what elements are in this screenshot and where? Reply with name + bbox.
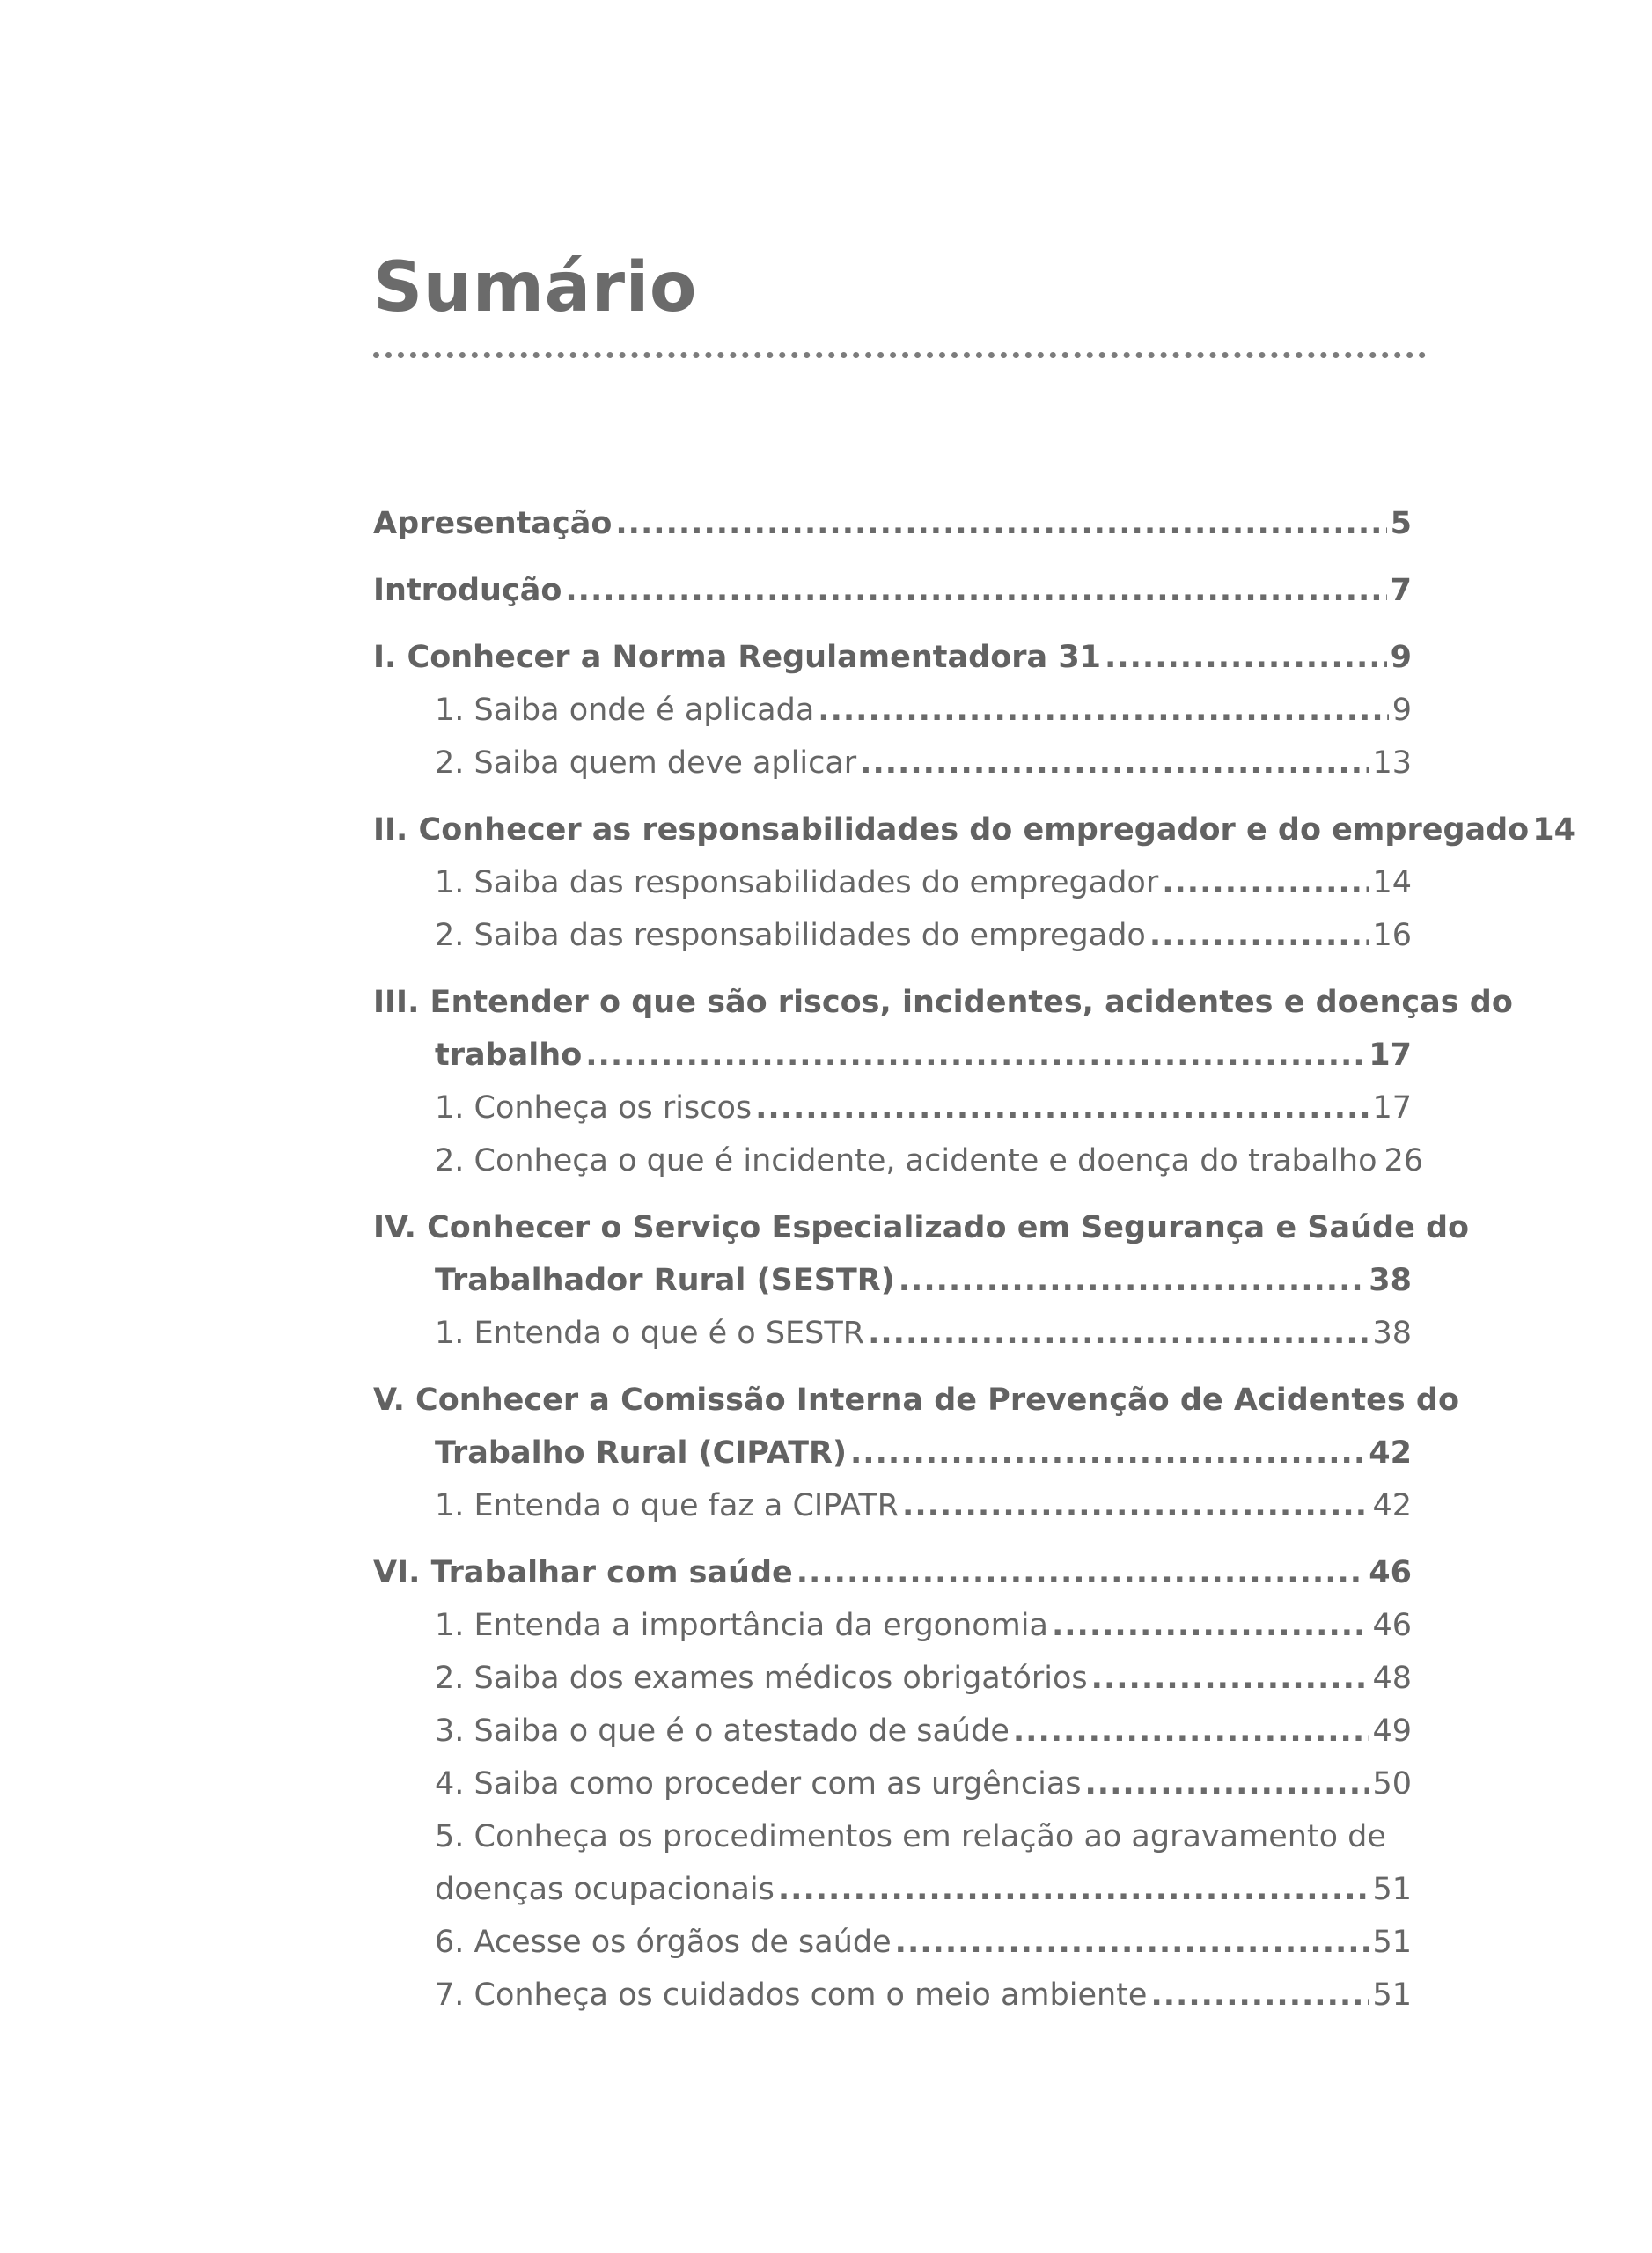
toc-entry-title: 2. Saiba quem deve aplicar	[435, 745, 857, 781]
toc-dot-leader	[899, 1254, 1366, 1307]
toc-subentry-2-2[interactable]	[373, 909, 1412, 962]
toc-entry-title: 3. Saiba o que é o atestado de saúde	[435, 1714, 1010, 1749]
toc-page-number: 9	[1390, 640, 1412, 675]
toc-page-number: 38	[1372, 1316, 1412, 1351]
toc-subentry-6-7[interactable]	[373, 1969, 1412, 2022]
toc-page-number: 16	[1372, 918, 1412, 953]
toc-entry-section-3-line1[interactable]	[373, 976, 1513, 1029]
toc-dot-leader	[1091, 1652, 1369, 1705]
toc-dot-leader	[868, 1307, 1369, 1360]
toc-entry-title: II. Conhecer as responsabilidades do empregador e do empregado	[373, 812, 1530, 848]
toc-dot-leader	[615, 497, 1386, 550]
toc-page-number: 49	[1372, 1714, 1412, 1749]
toc-subentry-6-2[interactable]	[373, 1652, 1412, 1705]
table-of-contents	[373, 497, 1575, 2022]
toc-page-number: 50	[1372, 1766, 1412, 1802]
toc-dot-leader	[818, 684, 1388, 737]
toc-entry-title: 4. Saiba como proceder com as urgências	[435, 1766, 1082, 1802]
toc-page-number: 48	[1372, 1661, 1412, 1696]
toc-subentry-6-6[interactable]	[373, 1916, 1412, 1969]
toc-entry-title-continued: Trabalhador Rural (SESTR)	[435, 1263, 895, 1298]
toc-dot-leader	[585, 1029, 1365, 1082]
toc-dot-leader	[1149, 909, 1369, 962]
toc-page-number: 51	[1372, 1872, 1412, 1907]
toc-dot-leader	[850, 1427, 1365, 1479]
toc-subentry-3-1[interactable]	[373, 1082, 1412, 1134]
toc-entry-apresentacao[interactable]	[373, 497, 1412, 550]
toc-dot-leader	[1105, 631, 1387, 684]
toc-dot-leader	[902, 1479, 1369, 1532]
toc-subentry-5-1[interactable]	[373, 1479, 1412, 1532]
toc-entry-title: 2. Saiba das responsabilidades do empregado	[435, 918, 1146, 953]
toc-subentry-2-1[interactable]	[373, 856, 1412, 909]
toc-page-number: 26	[1384, 1143, 1424, 1178]
toc-entry-title: 1. Entenda a importância da ergonomia	[435, 1608, 1048, 1643]
toc-entry-title: Apresentação	[373, 506, 613, 541]
toc-subentry-1-1[interactable]	[373, 684, 1412, 737]
toc-entry-title: 5. Conheça os procedimentos em relação ao agravamento de	[435, 1819, 1386, 1854]
toc-entry-section-5-line1[interactable]	[373, 1374, 1459, 1427]
toc-page-number: 46	[1372, 1608, 1412, 1643]
toc-page-number: 17	[1372, 1090, 1412, 1126]
toc-entry-title: III. Entender o que são riscos, incidentes, acidentes e doenças do	[373, 985, 1513, 1020]
toc-entry-title: 1. Saiba das responsabilidades do empregador	[435, 865, 1159, 900]
toc-dot-leader	[565, 564, 1386, 617]
toc-page-number: 14	[1532, 812, 1575, 848]
toc-entry-title: 1. Entenda o que é o SESTR	[435, 1316, 865, 1351]
toc-page-number: 51	[1372, 1925, 1412, 1960]
toc-page-number: 7	[1390, 573, 1412, 608]
toc-dot-leader	[1162, 856, 1369, 909]
toc-entry-title: 1. Entenda o que faz a CIPATR	[435, 1488, 899, 1523]
toc-subentry-6-3[interactable]	[373, 1705, 1412, 1758]
page-title: Sumário	[373, 248, 697, 327]
toc-subentry-6-1[interactable]	[373, 1599, 1412, 1652]
toc-page-number: 5	[1390, 506, 1412, 541]
toc-page-number: 46	[1369, 1555, 1412, 1590]
toc-subentry-4-1[interactable]	[373, 1307, 1412, 1360]
toc-entry-section-1[interactable]	[373, 631, 1412, 684]
toc-entry-title: I. Conhecer a Norma Regulamentadora 31	[373, 640, 1102, 675]
toc-subentry-6-5-line2[interactable]	[373, 1863, 1412, 1916]
toc-dot-leader	[1052, 1599, 1369, 1652]
toc-page-number: 9	[1391, 693, 1412, 728]
toc-subentry-6-5-line1[interactable]	[373, 1810, 1412, 1863]
toc-entry-title: 1. Saiba onde é aplicada	[435, 693, 815, 728]
toc-entry-introducao[interactable]	[373, 564, 1412, 617]
toc-entry-title-continued: trabalho	[435, 1038, 583, 1073]
toc-entry-section-5-line2[interactable]	[373, 1427, 1412, 1479]
toc-subentry-6-4[interactable]	[373, 1758, 1412, 1810]
toc-subentry-1-2[interactable]	[373, 737, 1412, 789]
toc-entry-section-4-line2[interactable]	[373, 1254, 1412, 1307]
toc-entry-title-continued: Trabalho Rural (CIPATR)	[435, 1435, 847, 1471]
toc-page-number: 13	[1372, 745, 1412, 781]
toc-entry-section-3-line2[interactable]	[373, 1029, 1412, 1082]
toc-page-number: 17	[1369, 1038, 1412, 1073]
toc-entry-section-6[interactable]	[373, 1546, 1412, 1599]
toc-dot-leader	[1013, 1705, 1369, 1758]
toc-page-number: 42	[1369, 1435, 1412, 1471]
toc-page-number: 42	[1372, 1488, 1412, 1523]
toc-entry-title: 2. Conheça o que é incidente, acidente e doença do trabalho	[435, 1143, 1377, 1178]
toc-page-number: 38	[1369, 1263, 1412, 1298]
toc-dot-leader	[895, 1916, 1369, 1969]
toc-entry-title: IV. Conhecer o Serviço Especializado em Segurança e Saúde do	[373, 1210, 1470, 1245]
toc-page-number: 51	[1372, 1978, 1412, 2013]
toc-entry-title: Introdução	[373, 573, 562, 608]
toc-dot-leader	[797, 1546, 1366, 1599]
toc-entry-title: 1. Conheça os riscos	[435, 1090, 753, 1126]
toc-dot-leader	[778, 1863, 1369, 1916]
toc-dot-leader	[755, 1082, 1369, 1134]
toc-entry-title: VI. Trabalhar com saúde	[373, 1555, 793, 1590]
toc-entry-title: 6. Acesse os órgãos de saúde	[435, 1925, 892, 1960]
toc-page-number: 14	[1372, 865, 1412, 900]
toc-entry-title: V. Conhecer a Comissão Interna de Prevenção de Acidentes do	[373, 1383, 1459, 1418]
toc-dot-leader	[860, 737, 1369, 789]
toc-entry-section-4-line1[interactable]	[373, 1201, 1470, 1254]
toc-dot-leader	[1150, 1969, 1369, 2022]
toc-entry-title: 2. Saiba dos exames médicos obrigatórios	[435, 1661, 1088, 1696]
toc-subentry-3-2[interactable]	[373, 1134, 1424, 1187]
toc-entry-section-2[interactable]	[373, 804, 1575, 856]
title-dotted-rule	[373, 352, 1426, 358]
toc-entry-title-continued: doenças ocupacionais	[435, 1872, 775, 1907]
toc-entry-title: 7. Conheça os cuidados com o meio ambiente	[435, 1978, 1148, 2013]
toc-dot-leader	[1085, 1758, 1369, 1810]
